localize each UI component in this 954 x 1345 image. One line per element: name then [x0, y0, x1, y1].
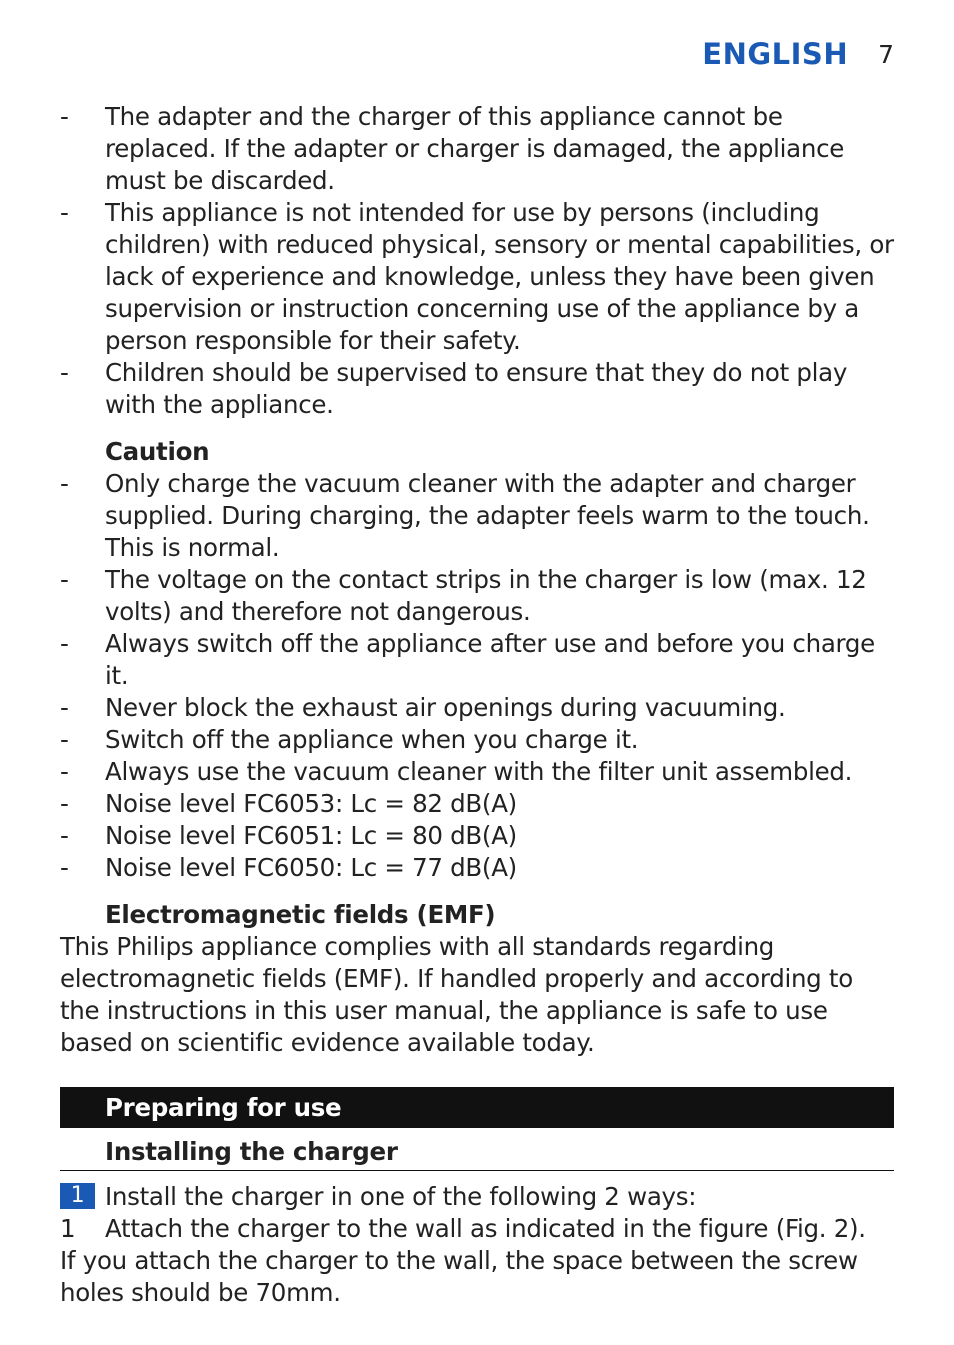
page-header: [702, 34, 894, 74]
list-item-text: Never block the exhaust air openings during vacuuming.: [105, 693, 786, 722]
step-item: [60, 1181, 894, 1213]
list-item-text: The adapter and the charger of this appliance cannot be replaced. If the adapter or charger is damaged, the appliance must be discarded.: [105, 102, 845, 195]
list-item: [60, 788, 894, 820]
list-marker: -: [60, 469, 69, 498]
emf-heading: Electromagnetic fields (EMF): [105, 900, 496, 929]
list-item: [60, 101, 894, 197]
list-marker: -: [60, 565, 69, 594]
list-marker: -: [60, 198, 69, 227]
installing-heading: Installing the charger: [60, 1136, 894, 1171]
list-item: [60, 724, 894, 756]
page-content: [60, 101, 894, 1309]
list-item-text: Always use the vacuum cleaner with the filter unit assembled.: [105, 757, 853, 786]
list-marker: -: [60, 629, 69, 658]
list-item: [60, 852, 894, 884]
list-item: [60, 820, 894, 852]
list-item-text: Always switch off the appliance after use and before you charge it.: [105, 629, 875, 690]
sub-step-text: Attach the charger to the wall as indicated in the figure (Fig. 2).: [105, 1214, 866, 1243]
list-item-text: Noise level FC6053: Lc = 82 dB(A): [105, 789, 517, 818]
list-item-text: This appliance is not intended for use by persons (including children) with reduced physical, sensory or mental capabilities, or lack of experience and knowledge, unless they have been given supervision or instruction concerning use of the appliance by a person responsible for their safety.: [105, 198, 894, 355]
sub-step-number: 1: [60, 1214, 76, 1243]
page-number: 7: [878, 39, 894, 69]
list-item: [60, 692, 894, 724]
list-item: [60, 197, 894, 357]
list-marker: -: [60, 358, 69, 387]
list-marker: -: [60, 853, 69, 882]
language-label: ENGLISH: [702, 37, 849, 71]
section-title: Preparing for use: [105, 1093, 342, 1122]
list-marker: -: [60, 725, 69, 754]
list-item-text: Switch off the appliance when you charge it.: [105, 725, 639, 754]
caution-heading: Caution: [105, 437, 210, 466]
section-title-bar: [60, 1087, 894, 1128]
list-item-text: Children should be supervised to ensure that they do not play with the appliance.: [105, 358, 848, 419]
list-item: [60, 756, 894, 788]
step-text: Install the charger in one of the following 2 ways:: [105, 1182, 697, 1211]
list-marker: -: [60, 757, 69, 786]
list-marker: -: [60, 693, 69, 722]
list-item: [60, 564, 894, 628]
list-marker: -: [60, 821, 69, 850]
step-number-badge: 1: [60, 1183, 95, 1209]
list-item: [60, 357, 894, 421]
list-item-text: Noise level FC6051: Lc = 80 dB(A): [105, 821, 517, 850]
list-marker: -: [60, 102, 69, 131]
list-item: [60, 628, 894, 692]
emf-paragraph: This Philips appliance complies with all standards regarding electromagnetic fields (EMF). If handled properly and according to the instructions in this user manual, the appliance is safe to use based on scientific evidence available today.: [60, 932, 853, 1057]
list-item-text: Only charge the vacuum cleaner with the adapter and charger supplied. During charging, the adapter feels warm to the touch. This is normal.: [105, 469, 870, 562]
sub-step-item: [60, 1213, 894, 1245]
list-item-text: The voltage on the contact strips in the charger is low (max. 12 volts) and therefore not dangerous.: [105, 565, 867, 626]
list-marker: -: [60, 789, 69, 818]
list-item-text: Noise level FC6050: Lc = 77 dB(A): [105, 853, 517, 882]
installing-note: If you attach the charger to the wall, the space between the screw holes should be 70mm.: [60, 1246, 858, 1307]
list-item: [60, 468, 894, 564]
